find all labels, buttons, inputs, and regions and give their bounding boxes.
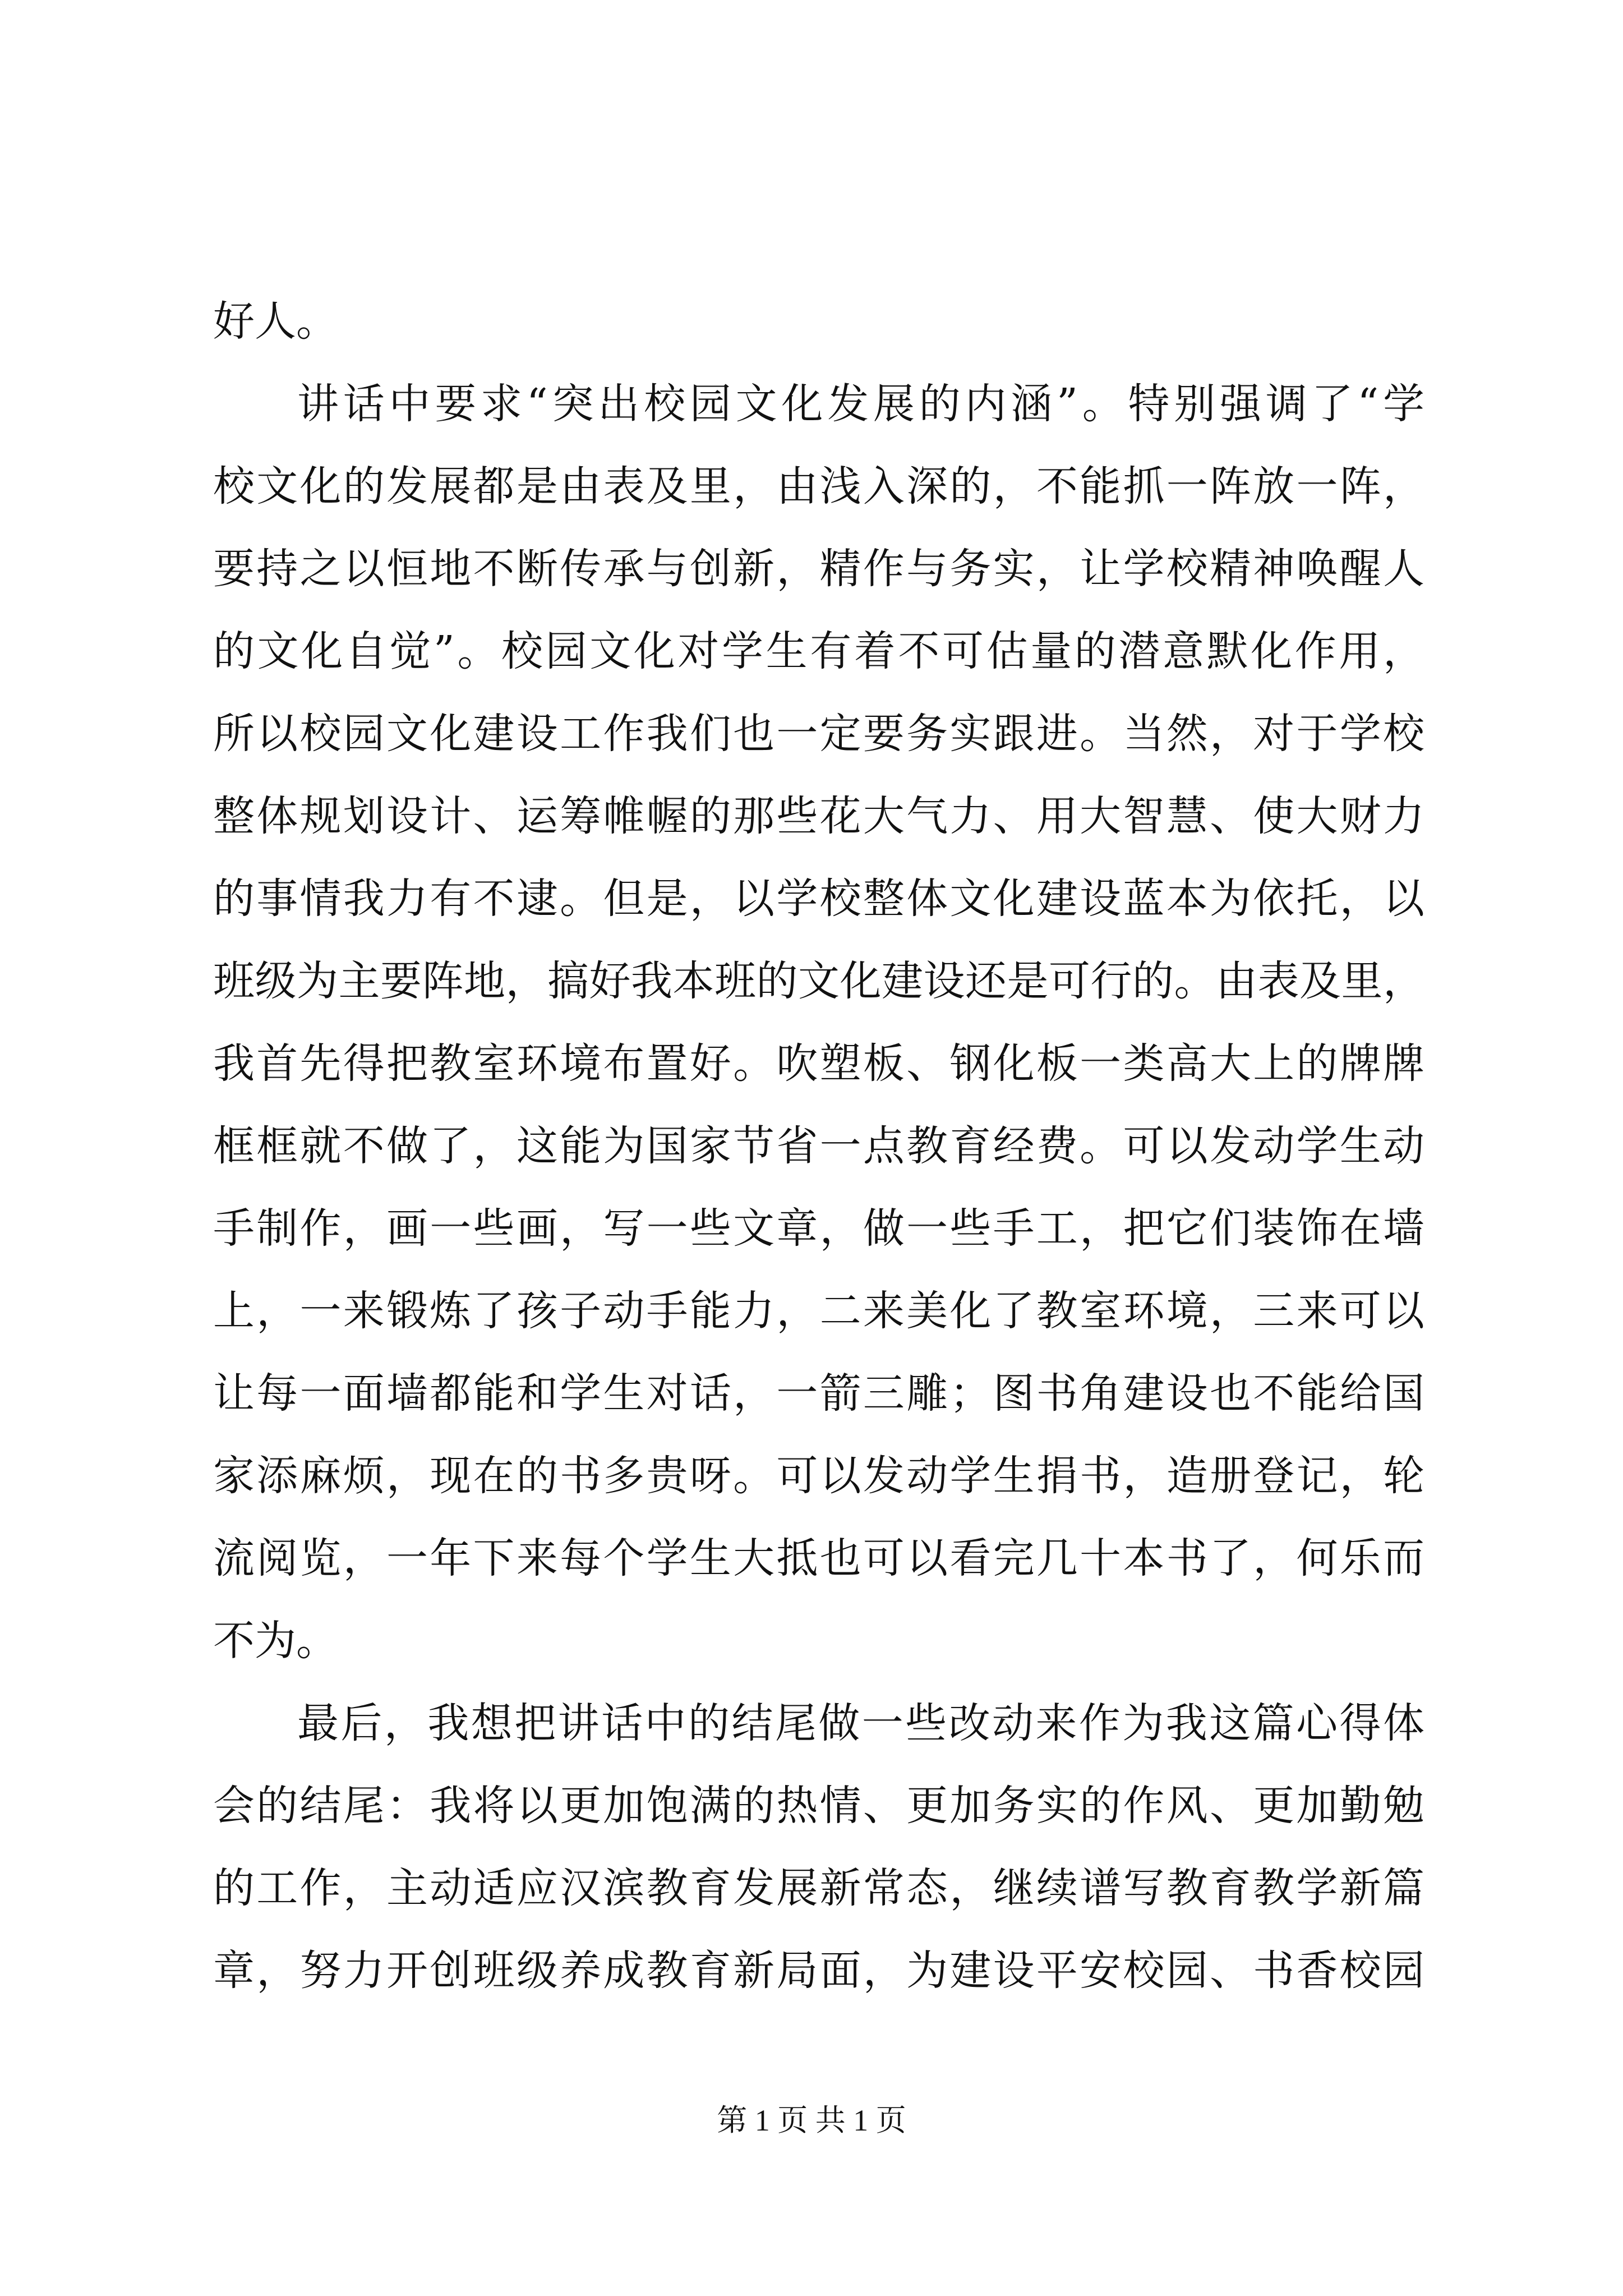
text-line: 让每一面墙都能和学生对话，一箭三雕；图书角建设也不能给国 [213, 1369, 1424, 1418]
text-line: 的工作，主动适应汉滨教育发展新常态，继续谱写教育教学新篇 [213, 1864, 1424, 1912]
text-line: 章，努力开创班级养成教育新局面，为建设平安校园、书香校园 [213, 1947, 1424, 1995]
text-line: 流阅览，一年下来每个学生大抵也可以看完几十本书了，何乐而 [213, 1534, 1424, 1582]
text-line: 的文化自觉”。校园文化对学生有着不可估量的潜意默化作用， [213, 627, 1424, 675]
text-line: 所以校园文化建设工作我们也一定要务实跟进。当然，对于学校 [213, 710, 1424, 758]
text-line: 好人。 [213, 297, 338, 346]
text-line: 整体规划设计、运筹帷幄的那些花大气力、用大智慧、使大财力 [213, 792, 1424, 840]
text-line: 的事情我力有不逮。但是，以学校整体文化建设蓝本为依托，以 [213, 875, 1424, 923]
text-line: 手制作，画一些画，写一些文章，做一些手工，把它们装饰在墙 [213, 1204, 1424, 1253]
page-number-footer: 第 1 页 共 1 页 [717, 2104, 906, 2137]
text-line: 不为。 [213, 1617, 338, 1665]
text-line: 校文化的发展都是由表及里，由浅入深的，不能抓一阵放一阵， [213, 462, 1424, 510]
body-text [213, 280, 1424, 2012]
text-line: 上，一来锻炼了孩子动手能力，二来美化了教室环境，三来可以 [213, 1287, 1424, 1335]
text-line: 要持之以恒地不断传承与创新，精作与务实，让学校精神唤醒人 [213, 545, 1424, 593]
text-line: 家添麻烦，现在的书多贵呀。可以发动学生捐书，造册登记，轮 [213, 1452, 1424, 1500]
text-line: 框框就不做了，这能为国家节省一点教育经费。可以发动学生动 [213, 1122, 1424, 1170]
text-line: 班级为主要阵地，搞好我本班的文化建设还是可行的。由表及里， [213, 957, 1424, 1005]
text-line: 我首先得把教室环境布置好。吹塑板、钢化板一类高大上的牌牌 [213, 1039, 1424, 1088]
text-line: 会的结尾：我将以更加饱满的热情、更加务实的作风、更加勤勉 [213, 1782, 1424, 1830]
paragraph-first-line: 最后，我想把讲话中的结尾做一些改动来作为我这篇心得体 [297, 1699, 1424, 1747]
paragraph-first-line: 讲话中要求“突出校园文化发展的内涵”。特别强调了“学 [297, 380, 1424, 428]
